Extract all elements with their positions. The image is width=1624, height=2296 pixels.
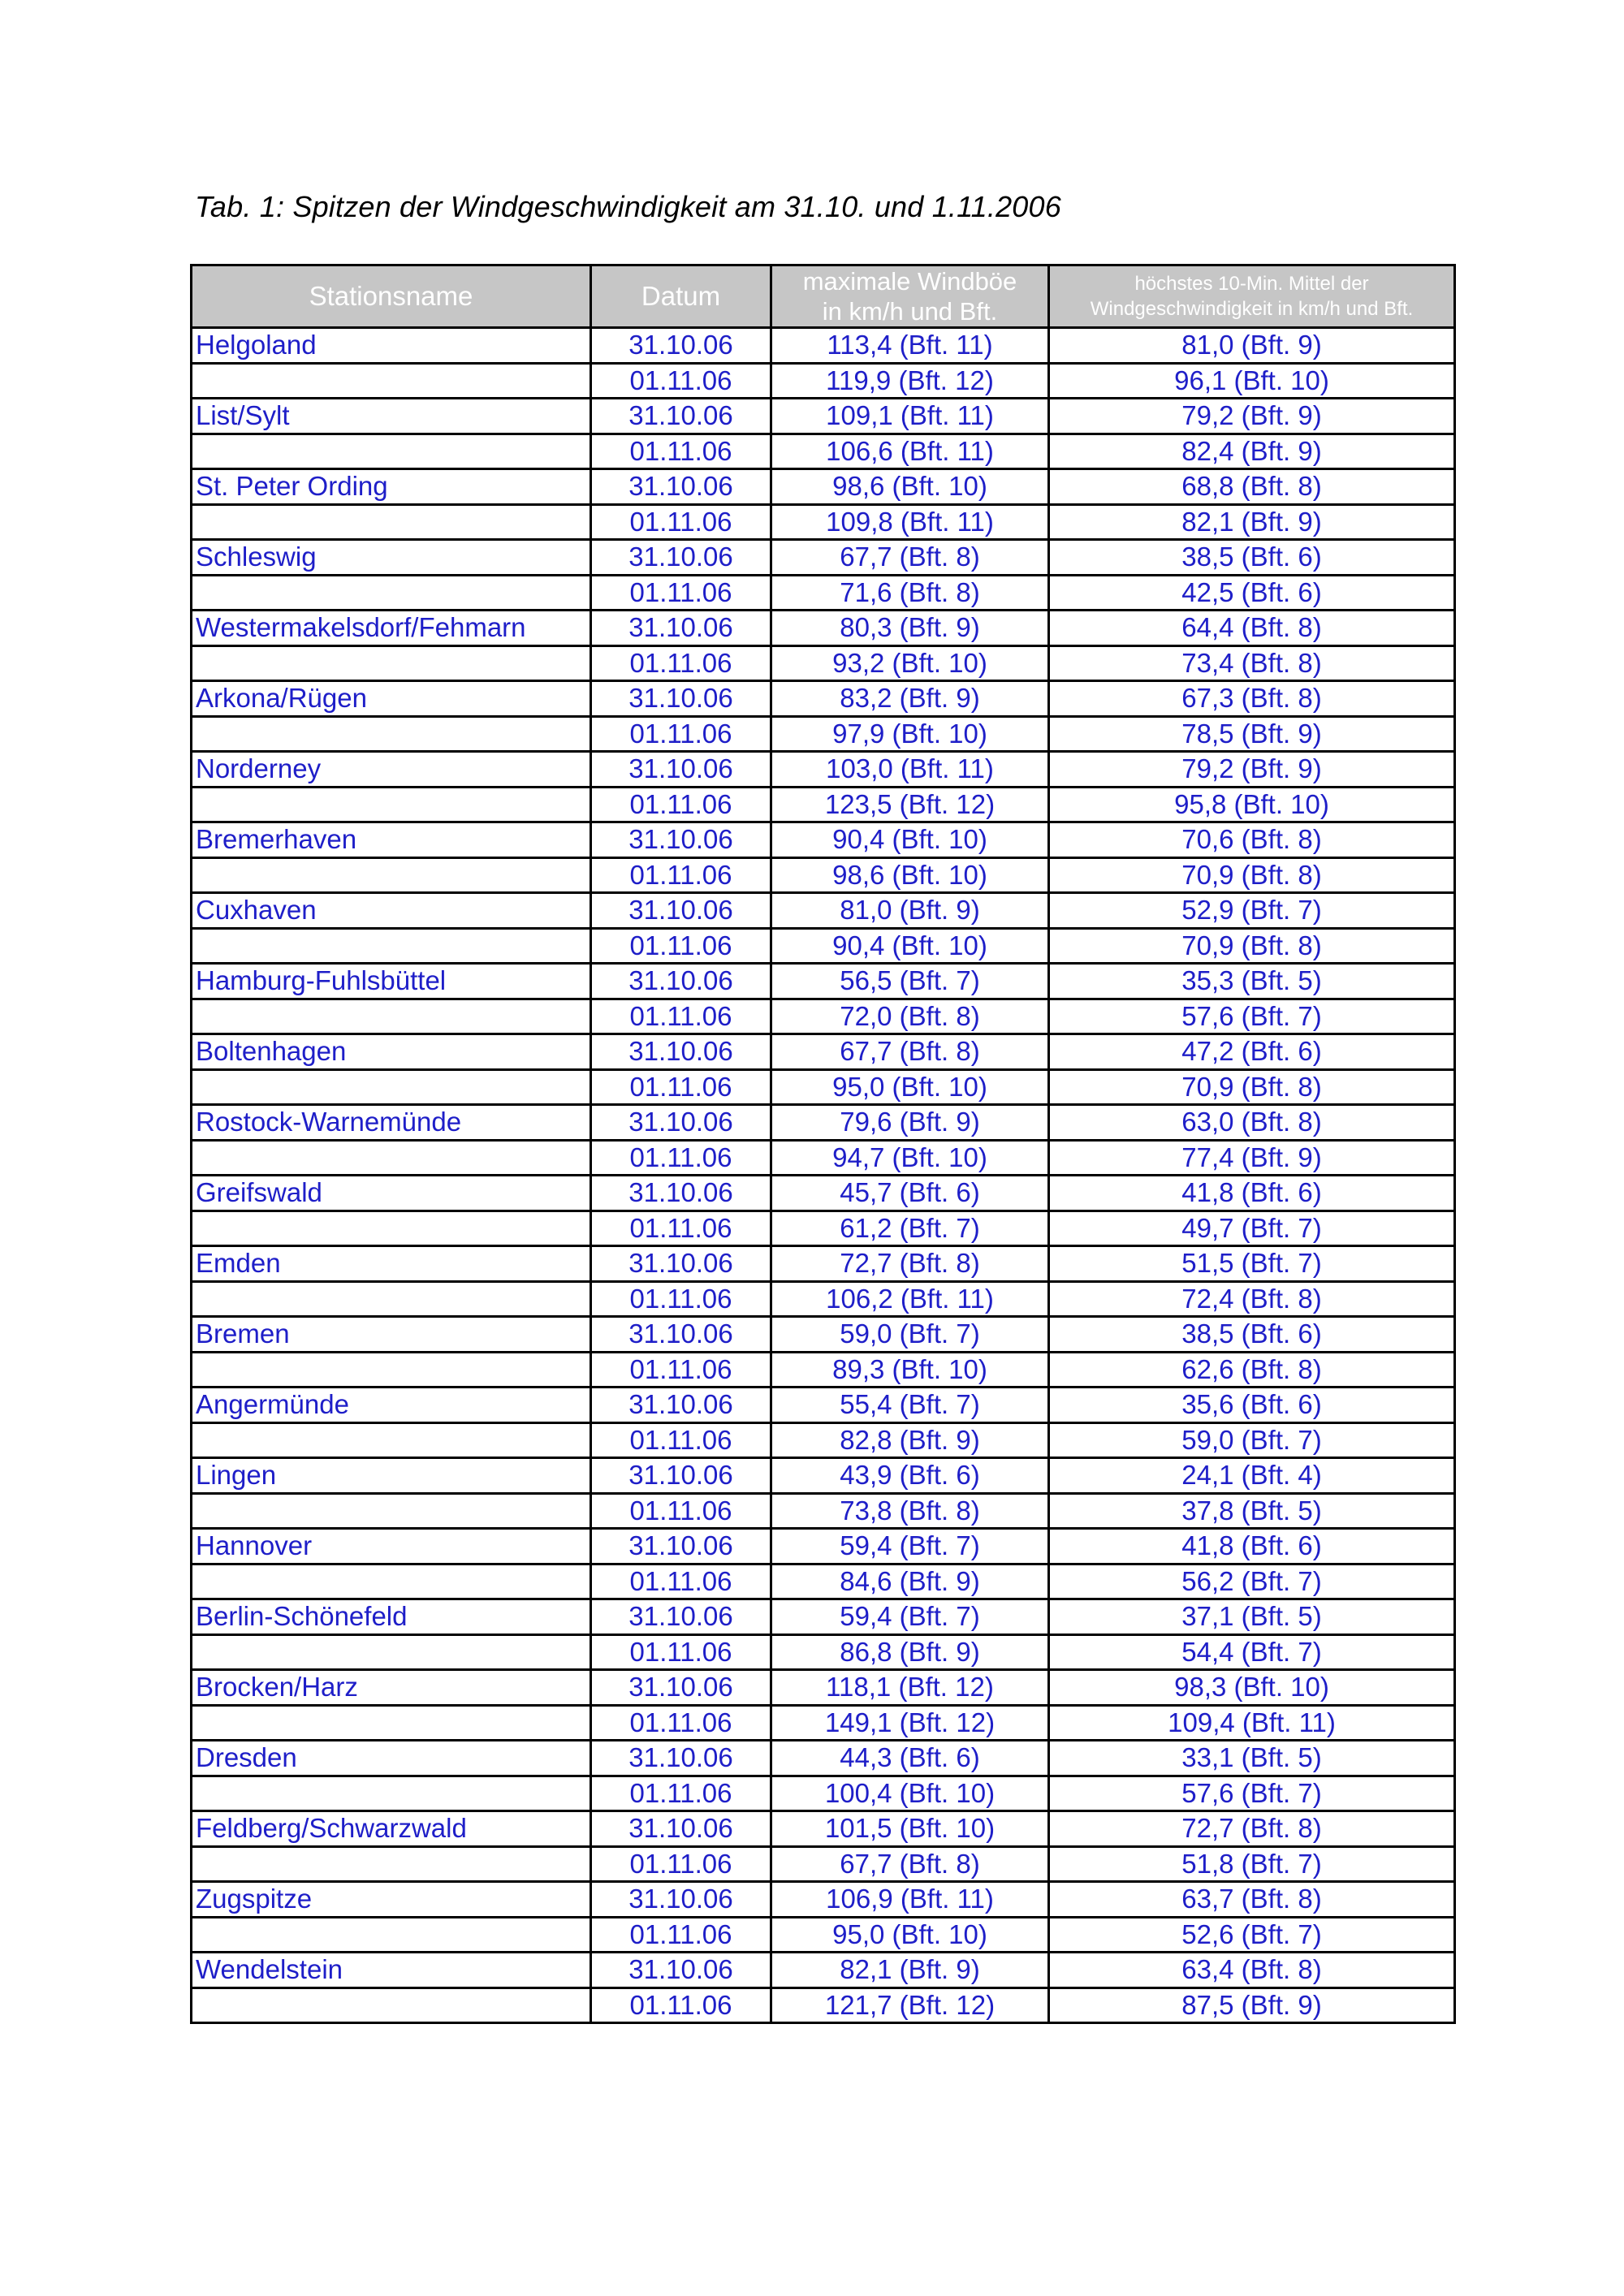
max-gust-cell: 80,3 (Bft. 9)	[771, 611, 1049, 646]
table-row	[192, 1352, 1455, 1388]
station-cell	[192, 928, 591, 964]
max-gust-cell: 81,0 (Bft. 9)	[771, 893, 1049, 929]
date-cell: 31.10.06	[591, 611, 771, 646]
date-cell: 31.10.06	[591, 752, 771, 788]
max-gust-cell: 71,6 (Bft. 8)	[771, 575, 1049, 611]
max-mean-cell: 72,4 (Bft. 8)	[1049, 1281, 1455, 1317]
max-gust-cell: 90,4 (Bft. 10)	[771, 822, 1049, 858]
station-cell	[192, 1211, 591, 1246]
max-mean-cell: 87,5 (Bft. 9)	[1049, 1987, 1455, 2023]
table-row	[192, 540, 1455, 576]
station-cell	[192, 1705, 591, 1741]
table-row	[192, 1705, 1455, 1741]
date-cell: 31.10.06	[591, 681, 771, 717]
max-mean-cell: 33,1 (Bft. 5)	[1049, 1741, 1455, 1776]
max-gust-cell: 121,7 (Bft. 12)	[771, 1987, 1049, 2023]
max-gust-cell: 101,5 (Bft. 10)	[771, 1811, 1049, 1847]
date-cell: 01.11.06	[591, 1422, 771, 1458]
table-row	[192, 1634, 1455, 1670]
date-cell: 01.11.06	[591, 1846, 771, 1882]
station-cell	[192, 1846, 591, 1882]
header-max-mean-line1: höchstes 10-Min. Mittel der	[1134, 273, 1369, 295]
station-cell	[192, 1281, 591, 1317]
max-gust-cell: 82,8 (Bft. 9)	[771, 1422, 1049, 1458]
max-mean-cell: 41,8 (Bft. 6)	[1049, 1176, 1455, 1211]
table-header-row	[192, 265, 1455, 328]
max-mean-cell: 54,4 (Bft. 7)	[1049, 1634, 1455, 1670]
date-cell: 31.10.06	[591, 1953, 771, 1988]
date-cell: 31.10.06	[591, 1529, 771, 1564]
table-row	[192, 716, 1455, 752]
table-row	[192, 1564, 1455, 1599]
station-cell: Wendelstein	[192, 1953, 591, 1988]
table-row	[192, 504, 1455, 540]
station-cell	[192, 716, 591, 752]
date-cell: 01.11.06	[591, 716, 771, 752]
date-cell: 01.11.06	[591, 1634, 771, 1670]
station-cell: Brocken/Harz	[192, 1670, 591, 1706]
date-cell: 01.11.06	[591, 1564, 771, 1599]
station-cell: Rostock-Warnemünde	[192, 1105, 591, 1141]
max-gust-cell: 83,2 (Bft. 9)	[771, 681, 1049, 717]
max-mean-cell: 59,0 (Bft. 7)	[1049, 1422, 1455, 1458]
station-cell: Feldberg/Schwarzwald	[192, 1811, 591, 1847]
max-mean-cell: 56,2 (Bft. 7)	[1049, 1564, 1455, 1599]
max-gust-cell: 149,1 (Bft. 12)	[771, 1705, 1049, 1741]
max-gust-cell: 89,3 (Bft. 10)	[771, 1352, 1049, 1388]
max-mean-cell: 109,4 (Bft. 11)	[1049, 1705, 1455, 1741]
date-cell: 31.10.06	[591, 469, 771, 505]
station-cell	[192, 787, 591, 822]
max-gust-cell: 123,5 (Bft. 12)	[771, 787, 1049, 822]
station-cell: Dresden	[192, 1741, 591, 1776]
date-cell: 01.11.06	[591, 999, 771, 1034]
header-date: Datum	[591, 265, 771, 328]
station-cell: Westermakelsdorf/Fehmarn	[192, 611, 591, 646]
table-row	[192, 1741, 1455, 1776]
max-mean-cell: 35,3 (Bft. 5)	[1049, 964, 1455, 999]
date-cell: 31.10.06	[591, 1034, 771, 1070]
max-mean-cell: 78,5 (Bft. 9)	[1049, 716, 1455, 752]
max-gust-cell: 118,1 (Bft. 12)	[771, 1670, 1049, 1706]
wind-speed-table	[190, 264, 1456, 2024]
max-gust-cell: 100,4 (Bft. 10)	[771, 1776, 1049, 1811]
max-mean-cell: 49,7 (Bft. 7)	[1049, 1211, 1455, 1246]
max-gust-cell: 113,4 (Bft. 11)	[771, 328, 1049, 364]
table-row	[192, 399, 1455, 434]
table-row	[192, 1458, 1455, 1494]
max-mean-cell: 37,1 (Bft. 5)	[1049, 1599, 1455, 1635]
station-cell: Hamburg-Fuhlsbüttel	[192, 964, 591, 999]
table-row	[192, 1211, 1455, 1246]
max-gust-cell: 72,7 (Bft. 8)	[771, 1246, 1049, 1282]
table-row	[192, 645, 1455, 681]
max-mean-cell: 73,4 (Bft. 8)	[1049, 645, 1455, 681]
station-cell	[192, 1140, 591, 1176]
max-mean-cell: 77,4 (Bft. 9)	[1049, 1140, 1455, 1176]
station-cell	[192, 504, 591, 540]
station-cell: Arkona/Rügen	[192, 681, 591, 717]
max-mean-cell: 82,1 (Bft. 9)	[1049, 504, 1455, 540]
station-cell	[192, 999, 591, 1034]
max-gust-cell: 67,7 (Bft. 8)	[771, 540, 1049, 576]
table-row	[192, 1882, 1455, 1918]
station-cell	[192, 1917, 591, 1953]
max-gust-cell: 45,7 (Bft. 6)	[771, 1176, 1049, 1211]
table-body	[192, 328, 1455, 2023]
header-max-gust-line1: maximale Windböe	[802, 267, 1017, 296]
date-cell: 01.11.06	[591, 857, 771, 893]
station-cell: Zugspitze	[192, 1882, 591, 1918]
max-mean-cell: 41,8 (Bft. 6)	[1049, 1529, 1455, 1564]
table-row	[192, 964, 1455, 999]
date-cell: 31.10.06	[591, 1317, 771, 1353]
table-row	[192, 1776, 1455, 1811]
max-mean-cell: 70,9 (Bft. 8)	[1049, 1069, 1455, 1105]
date-cell: 31.10.06	[591, 1741, 771, 1776]
date-cell: 31.10.06	[591, 1670, 771, 1706]
max-gust-cell: 93,2 (Bft. 10)	[771, 645, 1049, 681]
station-cell: Hannover	[192, 1529, 591, 1564]
date-cell: 01.11.06	[591, 1705, 771, 1741]
date-cell: 01.11.06	[591, 1069, 771, 1105]
station-cell	[192, 363, 591, 399]
table-row	[192, 822, 1455, 858]
table-row	[192, 469, 1455, 505]
max-mean-cell: 35,6 (Bft. 6)	[1049, 1388, 1455, 1423]
station-cell: Lingen	[192, 1458, 591, 1494]
station-cell	[192, 1776, 591, 1811]
table-row	[192, 1599, 1455, 1635]
station-cell: Cuxhaven	[192, 893, 591, 929]
max-mean-cell: 62,6 (Bft. 8)	[1049, 1352, 1455, 1388]
date-cell: 01.11.06	[591, 1281, 771, 1317]
table-row	[192, 1670, 1455, 1706]
table-row	[192, 1987, 1455, 2023]
max-mean-cell: 52,9 (Bft. 7)	[1049, 893, 1455, 929]
station-cell	[192, 1493, 591, 1529]
max-mean-cell: 81,0 (Bft. 9)	[1049, 328, 1455, 364]
table-row	[192, 681, 1455, 717]
station-cell: Berlin-Schönefeld	[192, 1599, 591, 1635]
max-gust-cell: 109,1 (Bft. 11)	[771, 399, 1049, 434]
max-mean-cell: 72,7 (Bft. 8)	[1049, 1811, 1455, 1847]
date-cell: 31.10.06	[591, 964, 771, 999]
max-mean-cell: 79,2 (Bft. 9)	[1049, 752, 1455, 788]
max-mean-cell: 37,8 (Bft. 5)	[1049, 1493, 1455, 1529]
table-row	[192, 928, 1455, 964]
date-cell: 01.11.06	[591, 1493, 771, 1529]
max-gust-cell: 59,0 (Bft. 7)	[771, 1317, 1049, 1353]
header-station: Stationsname	[192, 265, 591, 328]
max-mean-cell: 63,0 (Bft. 8)	[1049, 1105, 1455, 1141]
table-row	[192, 893, 1455, 929]
date-cell: 01.11.06	[591, 1140, 771, 1176]
date-cell: 01.11.06	[591, 645, 771, 681]
table-row	[192, 1034, 1455, 1070]
station-cell: Norderney	[192, 752, 591, 788]
date-cell: 31.10.06	[591, 399, 771, 434]
table-row	[192, 1105, 1455, 1141]
station-cell: Helgoland	[192, 328, 591, 364]
header-max-mean-line2: Windgeschwindigkeit in km/h und Bft.	[1090, 298, 1414, 320]
station-cell	[192, 434, 591, 469]
table-row	[192, 434, 1455, 469]
max-gust-cell: 95,0 (Bft. 10)	[771, 1917, 1049, 1953]
station-cell	[192, 1987, 591, 2023]
max-mean-cell: 47,2 (Bft. 6)	[1049, 1034, 1455, 1070]
max-gust-cell: 72,0 (Bft. 8)	[771, 999, 1049, 1034]
station-cell: Angermünde	[192, 1388, 591, 1423]
date-cell: 31.10.06	[591, 540, 771, 576]
station-cell: List/Sylt	[192, 399, 591, 434]
station-cell	[192, 1352, 591, 1388]
date-cell: 01.11.06	[591, 1987, 771, 2023]
max-gust-cell: 98,6 (Bft. 10)	[771, 469, 1049, 505]
station-cell	[192, 1422, 591, 1458]
table-row	[192, 1140, 1455, 1176]
max-mean-cell: 67,3 (Bft. 8)	[1049, 681, 1455, 717]
max-gust-cell: 95,0 (Bft. 10)	[771, 1069, 1049, 1105]
station-cell: Bremerhaven	[192, 822, 591, 858]
max-gust-cell: 119,9 (Bft. 12)	[771, 363, 1049, 399]
station-cell	[192, 1069, 591, 1105]
max-mean-cell: 38,5 (Bft. 6)	[1049, 1317, 1455, 1353]
max-mean-cell: 70,9 (Bft. 8)	[1049, 857, 1455, 893]
max-mean-cell: 57,6 (Bft. 7)	[1049, 1776, 1455, 1811]
table-row	[192, 999, 1455, 1034]
max-gust-cell: 73,8 (Bft. 8)	[771, 1493, 1049, 1529]
max-mean-cell: 95,8 (Bft. 10)	[1049, 787, 1455, 822]
table-row	[192, 1317, 1455, 1353]
date-cell: 01.11.06	[591, 787, 771, 822]
table-caption: Tab. 1: Spitzen der Windgeschwindigkeit am 31.10. und 1.11.2006	[195, 190, 1061, 223]
date-cell: 01.11.06	[591, 434, 771, 469]
max-mean-cell: 68,8 (Bft. 8)	[1049, 469, 1455, 505]
table-row	[192, 328, 1455, 364]
date-cell: 01.11.06	[591, 1211, 771, 1246]
max-mean-cell: 98,3 (Bft. 10)	[1049, 1670, 1455, 1706]
date-cell: 01.11.06	[591, 1352, 771, 1388]
date-cell: 31.10.06	[591, 1458, 771, 1494]
station-cell: Boltenhagen	[192, 1034, 591, 1070]
station-cell: St. Peter Ording	[192, 469, 591, 505]
date-cell: 01.11.06	[591, 575, 771, 611]
max-mean-cell: 63,7 (Bft. 8)	[1049, 1882, 1455, 1918]
date-cell: 31.10.06	[591, 1176, 771, 1211]
max-mean-cell: 96,1 (Bft. 10)	[1049, 363, 1455, 399]
table-row	[192, 1388, 1455, 1423]
table-row	[192, 1246, 1455, 1282]
max-gust-cell: 79,6 (Bft. 9)	[771, 1105, 1049, 1141]
date-cell: 31.10.06	[591, 893, 771, 929]
table-row	[192, 1811, 1455, 1847]
max-mean-cell: 82,4 (Bft. 9)	[1049, 434, 1455, 469]
max-gust-cell: 55,4 (Bft. 7)	[771, 1388, 1049, 1423]
max-gust-cell: 98,6 (Bft. 10)	[771, 857, 1049, 893]
table-row	[192, 1176, 1455, 1211]
table-row	[192, 1281, 1455, 1317]
header-max-gust	[771, 265, 1049, 328]
max-mean-cell: 63,4 (Bft. 8)	[1049, 1953, 1455, 1988]
max-gust-cell: 44,3 (Bft. 6)	[771, 1741, 1049, 1776]
table-row	[192, 575, 1455, 611]
table-row	[192, 787, 1455, 822]
header-max-mean	[1049, 265, 1455, 328]
date-cell: 31.10.06	[591, 1105, 771, 1141]
max-mean-cell: 57,6 (Bft. 7)	[1049, 999, 1455, 1034]
max-gust-cell: 56,5 (Bft. 7)	[771, 964, 1049, 999]
date-cell: 31.10.06	[591, 1882, 771, 1918]
date-cell: 01.11.06	[591, 504, 771, 540]
max-gust-cell: 67,7 (Bft. 8)	[771, 1034, 1049, 1070]
date-cell: 31.10.06	[591, 1388, 771, 1423]
max-mean-cell: 70,6 (Bft. 8)	[1049, 822, 1455, 858]
table-row	[192, 1846, 1455, 1882]
max-gust-cell: 94,7 (Bft. 10)	[771, 1140, 1049, 1176]
station-cell: Emden	[192, 1246, 591, 1282]
max-gust-cell: 86,8 (Bft. 9)	[771, 1634, 1049, 1670]
table-row	[192, 1529, 1455, 1564]
station-cell	[192, 575, 591, 611]
date-cell: 31.10.06	[591, 822, 771, 858]
max-mean-cell: 51,8 (Bft. 7)	[1049, 1846, 1455, 1882]
max-gust-cell: 90,4 (Bft. 10)	[771, 928, 1049, 964]
table-row	[192, 1069, 1455, 1105]
date-cell: 01.11.06	[591, 928, 771, 964]
max-mean-cell: 51,5 (Bft. 7)	[1049, 1246, 1455, 1282]
table-row	[192, 1953, 1455, 1988]
max-mean-cell: 52,6 (Bft. 7)	[1049, 1917, 1455, 1953]
station-cell	[192, 645, 591, 681]
date-cell: 31.10.06	[591, 328, 771, 364]
max-mean-cell: 42,5 (Bft. 6)	[1049, 575, 1455, 611]
table-row	[192, 1917, 1455, 1953]
max-gust-cell: 82,1 (Bft. 9)	[771, 1953, 1049, 1988]
table-row	[192, 363, 1455, 399]
date-cell: 01.11.06	[591, 363, 771, 399]
station-cell	[192, 1634, 591, 1670]
max-mean-cell: 38,5 (Bft. 6)	[1049, 540, 1455, 576]
station-cell: Greifswald	[192, 1176, 591, 1211]
max-gust-cell: 109,8 (Bft. 11)	[771, 504, 1049, 540]
max-gust-cell: 106,2 (Bft. 11)	[771, 1281, 1049, 1317]
max-gust-cell: 106,9 (Bft. 11)	[771, 1882, 1049, 1918]
station-cell: Bremen	[192, 1317, 591, 1353]
table-row	[192, 752, 1455, 788]
max-gust-cell: 106,6 (Bft. 11)	[771, 434, 1049, 469]
max-mean-cell: 64,4 (Bft. 8)	[1049, 611, 1455, 646]
max-mean-cell: 24,1 (Bft. 4)	[1049, 1458, 1455, 1494]
max-gust-cell: 59,4 (Bft. 7)	[771, 1529, 1049, 1564]
station-cell: Schleswig	[192, 540, 591, 576]
max-gust-cell: 59,4 (Bft. 7)	[771, 1599, 1049, 1635]
max-gust-cell: 97,9 (Bft. 10)	[771, 716, 1049, 752]
table-row	[192, 857, 1455, 893]
date-cell: 01.11.06	[591, 1776, 771, 1811]
max-gust-cell: 61,2 (Bft. 7)	[771, 1211, 1049, 1246]
max-gust-cell: 84,6 (Bft. 9)	[771, 1564, 1049, 1599]
date-cell: 31.10.06	[591, 1599, 771, 1635]
station-cell	[192, 1564, 591, 1599]
max-gust-cell: 103,0 (Bft. 11)	[771, 752, 1049, 788]
table-row	[192, 1493, 1455, 1529]
date-cell: 31.10.06	[591, 1811, 771, 1847]
table-row	[192, 611, 1455, 646]
max-gust-cell: 67,7 (Bft. 8)	[771, 1846, 1049, 1882]
header-max-gust-line2: in km/h und Bft.	[822, 297, 998, 326]
max-gust-cell: 43,9 (Bft. 6)	[771, 1458, 1049, 1494]
max-mean-cell: 79,2 (Bft. 9)	[1049, 399, 1455, 434]
date-cell: 01.11.06	[591, 1917, 771, 1953]
station-cell	[192, 857, 591, 893]
date-cell: 31.10.06	[591, 1246, 771, 1282]
table-row	[192, 1422, 1455, 1458]
max-mean-cell: 70,9 (Bft. 8)	[1049, 928, 1455, 964]
